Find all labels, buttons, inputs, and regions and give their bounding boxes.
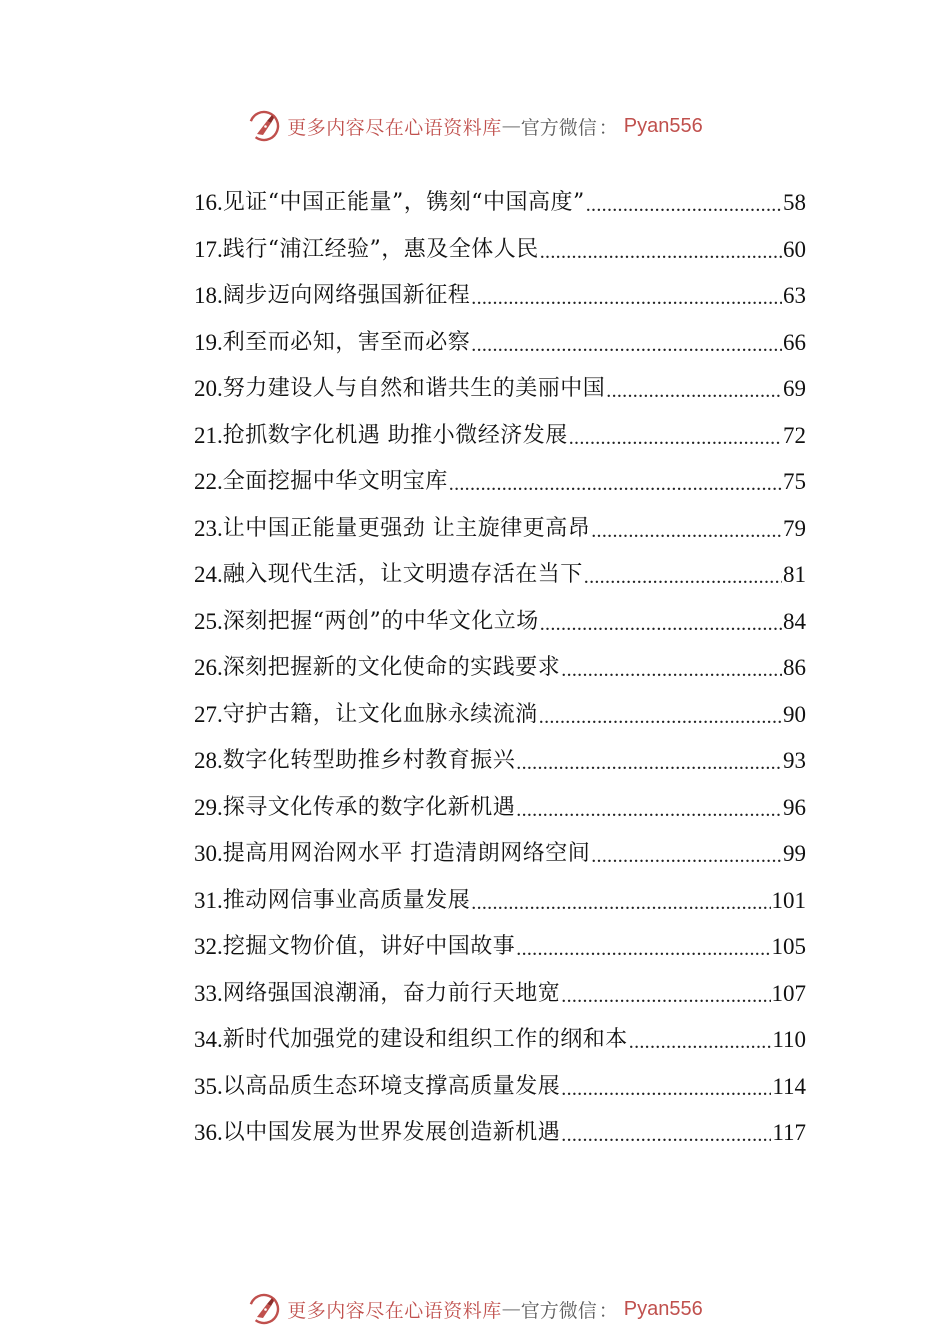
toc-dot-leader bbox=[516, 787, 782, 834]
toc-entry-page-number: 63 bbox=[783, 283, 806, 308]
toc-entry-page-number: 60 bbox=[783, 236, 806, 262]
toc-entry-number: 18. bbox=[194, 283, 223, 308]
toc-entry-page-number: 79 bbox=[783, 515, 806, 541]
header-banner bbox=[0, 106, 950, 146]
toc-entry-page-number: 96 bbox=[783, 794, 806, 820]
toc-entry-page-number: 66 bbox=[783, 329, 806, 355]
toc-dot-leader bbox=[516, 926, 770, 973]
toc-dot-leader bbox=[539, 694, 782, 741]
toc-entry-title: 见证“中国正能量”，镌刻“中国高度” bbox=[222, 190, 585, 215]
pen-nib-logo-icon bbox=[247, 109, 281, 143]
toc-entry-title: 守护古籍，让文化血脉永续流淌 bbox=[222, 701, 538, 727]
toc-entry[interactable] bbox=[194, 180, 806, 227]
toc-entry-number: 31. bbox=[194, 887, 223, 913]
toc-entry-page-number: 117 bbox=[772, 1120, 806, 1145]
toc-entry-number: 21. bbox=[194, 422, 223, 448]
toc-entry-title: 抢抓数字化机遇 助推小微经济发展 bbox=[222, 422, 568, 448]
toc-entry[interactable] bbox=[194, 273, 806, 320]
toc-entry-page-number: 75 bbox=[783, 469, 806, 494]
toc-entry-page-number: 114 bbox=[772, 1073, 806, 1099]
toc-entry[interactable] bbox=[194, 924, 806, 971]
toc-dot-leader bbox=[561, 1066, 771, 1113]
toc-entry-title: 让中国正能量更强劲 让主旋律更高昂 bbox=[222, 515, 591, 541]
toc-entry-number: 17. bbox=[194, 236, 223, 262]
toc-entry[interactable] bbox=[194, 599, 806, 646]
toc-entry-title: 挖掘文物价值，讲好中国故事 bbox=[222, 934, 516, 959]
toc-entry-title: 深刻把握新的文化使命的实践要求 bbox=[222, 655, 561, 680]
toc-entry-page-number: 107 bbox=[771, 980, 806, 1006]
toc-entry[interactable] bbox=[194, 506, 806, 553]
toc-dot-leader bbox=[606, 368, 782, 415]
toc-entry-number: 27. bbox=[194, 701, 223, 727]
toc-entry-number: 24. bbox=[194, 562, 223, 587]
toc-entry-number: 34. bbox=[194, 1027, 223, 1052]
banner-separator: — bbox=[501, 115, 521, 137]
banner-wechat-label: 官方微信 bbox=[520, 116, 597, 139]
toc-entry-number: 26. bbox=[194, 655, 223, 680]
toc-entry-number: 22. bbox=[194, 469, 223, 494]
toc-dot-leader bbox=[586, 182, 782, 229]
toc-entry-title: 融入现代生活，让文明遗存活在当下 bbox=[222, 562, 583, 587]
banner-colon: ： bbox=[598, 1299, 618, 1322]
toc-dot-leader bbox=[584, 554, 782, 601]
toc-dot-leader bbox=[569, 415, 782, 462]
toc-entry-page-number: 81 bbox=[783, 562, 806, 587]
banner-wechat-label: 官方微信 bbox=[520, 1299, 597, 1322]
toc-dot-leader bbox=[471, 275, 782, 322]
toc-entry-title: 新时代加强党的建设和组织工作的纲和本 bbox=[222, 1027, 628, 1052]
toc-entry-number: 32. bbox=[194, 934, 223, 959]
toc-entry[interactable] bbox=[194, 785, 806, 832]
toc-entry-page-number: 72 bbox=[783, 422, 806, 448]
toc-entry[interactable] bbox=[194, 1064, 806, 1111]
toc-entry-page-number: 110 bbox=[772, 1027, 806, 1052]
banner-brand-text: 更多内容尽在心语资料库 bbox=[287, 1299, 502, 1322]
toc-entry-title: 利至而必知，害至而必察 bbox=[222, 329, 471, 355]
toc-entry-title: 深刻把握“两创”的中华文化立场 bbox=[222, 608, 539, 634]
toc-entry-number: 35. bbox=[194, 1073, 223, 1099]
toc-entry[interactable] bbox=[194, 1017, 806, 1064]
toc-entry-title: 全面挖掘中华文明宝库 bbox=[222, 469, 448, 494]
banner-wechat-account: Pyan556 bbox=[623, 1297, 703, 1320]
toc-entry-title: 以高品质生态环境支撑高质量发展 bbox=[222, 1073, 561, 1099]
toc-entry-title: 阔步迈向网络强国新征程 bbox=[222, 283, 471, 308]
toc-entry[interactable] bbox=[194, 320, 806, 367]
toc-dot-leader bbox=[561, 1112, 771, 1159]
toc-entry[interactable] bbox=[194, 971, 806, 1018]
toc-dot-leader bbox=[449, 461, 782, 508]
toc-entry[interactable] bbox=[194, 413, 806, 460]
toc-entry-number: 33. bbox=[194, 980, 223, 1006]
toc-entry-number: 30. bbox=[194, 841, 223, 866]
toc-entry-title: 提高用网治网水平 打造清朗网络空间 bbox=[222, 841, 591, 866]
toc-entry[interactable] bbox=[194, 878, 806, 925]
table-of-contents bbox=[194, 180, 806, 1157]
toc-dot-leader bbox=[629, 1019, 772, 1066]
banner-separator: — bbox=[501, 1298, 521, 1320]
toc-dot-leader bbox=[471, 322, 782, 369]
banner-wechat-account: Pyan556 bbox=[623, 114, 703, 137]
toc-entry-number: 23. bbox=[194, 515, 223, 541]
toc-entry-title: 践行“浦江经验”，惠及全体人民 bbox=[222, 236, 539, 262]
toc-dot-leader bbox=[540, 229, 782, 276]
toc-dot-leader bbox=[561, 973, 770, 1020]
toc-entry[interactable] bbox=[194, 552, 806, 599]
toc-entry[interactable] bbox=[194, 1110, 806, 1157]
toc-entry-page-number: 69 bbox=[783, 376, 806, 401]
toc-entry-number: 16. bbox=[194, 190, 223, 215]
toc-dot-leader bbox=[591, 833, 782, 880]
toc-entry[interactable] bbox=[194, 738, 806, 785]
toc-entry-number: 25. bbox=[194, 608, 223, 634]
toc-entry-title: 推动网信事业高质量发展 bbox=[222, 887, 471, 913]
toc-entry-page-number: 93 bbox=[783, 748, 806, 773]
footer-banner bbox=[0, 1289, 950, 1329]
toc-entry[interactable] bbox=[194, 831, 806, 878]
toc-entry-number: 36. bbox=[194, 1120, 223, 1145]
toc-entry-number: 20. bbox=[194, 376, 223, 401]
toc-entry-number: 19. bbox=[194, 329, 223, 355]
banner-brand-text: 更多内容尽在心语资料库 bbox=[287, 116, 502, 139]
toc-entry-title: 努力建设人与自然和谐共生的美丽中国 bbox=[222, 376, 606, 401]
toc-entry-page-number: 105 bbox=[771, 934, 806, 959]
toc-entry[interactable] bbox=[194, 227, 806, 274]
toc-entry-title: 探寻文化传承的数字化新机遇 bbox=[222, 794, 516, 820]
toc-entry-number: 29. bbox=[194, 794, 223, 820]
toc-entry-page-number: 86 bbox=[783, 655, 806, 680]
toc-dot-leader bbox=[516, 740, 782, 787]
toc-entry[interactable] bbox=[194, 366, 806, 413]
toc-entry-number: 28. bbox=[194, 748, 223, 773]
toc-entry-page-number: 58 bbox=[783, 190, 806, 215]
toc-dot-leader bbox=[591, 508, 782, 555]
toc-dot-leader bbox=[471, 880, 770, 927]
toc-entry-page-number: 99 bbox=[783, 841, 806, 866]
toc-entry-page-number: 90 bbox=[783, 701, 806, 727]
toc-dot-leader bbox=[561, 647, 782, 694]
toc-entry-title: 数字化转型助推乡村教育振兴 bbox=[222, 748, 516, 773]
toc-dot-leader bbox=[540, 601, 782, 648]
pen-nib-logo-icon bbox=[247, 1292, 281, 1326]
toc-entry-page-number: 84 bbox=[783, 608, 806, 634]
toc-entry[interactable] bbox=[194, 645, 806, 692]
toc-entry[interactable] bbox=[194, 692, 806, 739]
toc-entry[interactable] bbox=[194, 459, 806, 506]
toc-entry-title: 以中国发展为世界发展创造新机遇 bbox=[222, 1120, 561, 1145]
toc-entry-title: 网络强国浪潮涌，奋力前行天地宽 bbox=[222, 980, 561, 1006]
banner-colon: ： bbox=[598, 116, 618, 139]
toc-entry-page-number: 101 bbox=[771, 887, 806, 913]
